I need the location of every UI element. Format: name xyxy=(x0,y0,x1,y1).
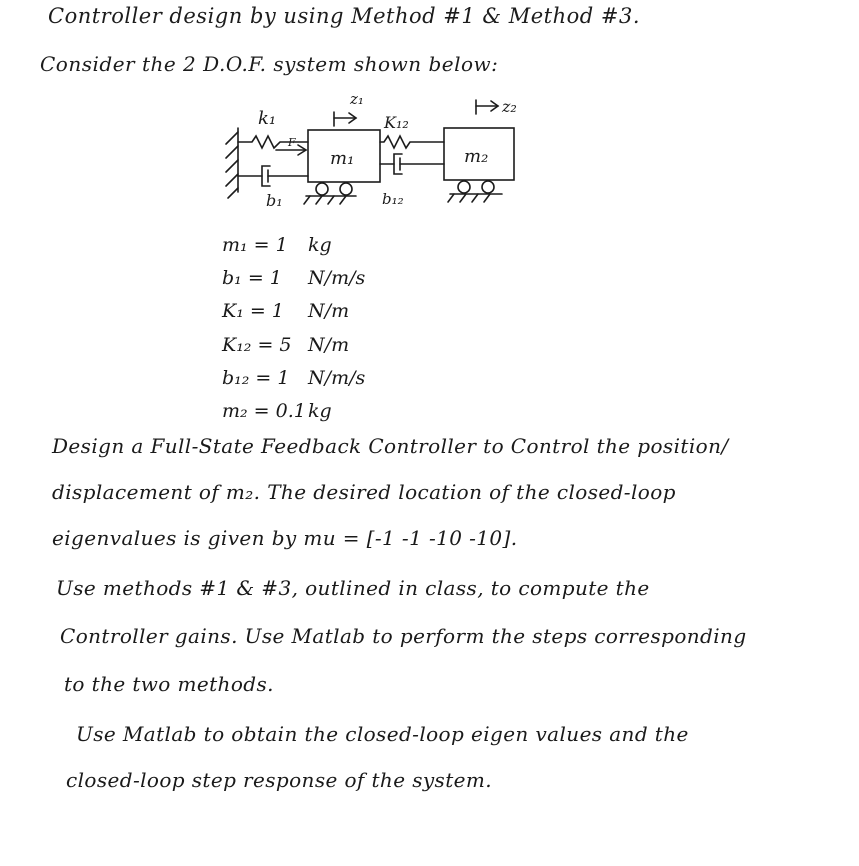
param-symbol: b₁ = 1 xyxy=(222,267,282,289)
param-unit: kg xyxy=(308,400,332,422)
param-b12 xyxy=(222,367,365,389)
b12-label: b₁₂ xyxy=(382,190,404,208)
param-unit: N/m xyxy=(308,300,350,322)
z1-label: z₁ xyxy=(350,90,364,108)
spring-k1 xyxy=(238,136,308,148)
param-k12 xyxy=(222,334,349,356)
m2-label: m₂ xyxy=(464,146,489,167)
b1-label: b₁ xyxy=(266,191,283,210)
spring-k12 xyxy=(380,136,444,148)
problem-intro: Consider the 2 D.O.F. system shown below: xyxy=(40,52,499,76)
param-b1 xyxy=(222,267,365,289)
param-symbol: m₂ = 0.1 xyxy=(222,400,306,422)
problem-line-4: Use methods #1 & #3, outlined in class, to compute the xyxy=(56,576,650,600)
k12-label: K₁₂ xyxy=(384,113,409,132)
damper-b12 xyxy=(380,154,444,174)
two-dof-system-diagram xyxy=(0,0,859,230)
damper-b1 xyxy=(238,166,308,186)
problem-line-3: eigenvalues is given by mu = [-1 -1 -10 -10]. xyxy=(52,526,518,550)
param-unit: kg xyxy=(308,234,332,256)
problem-line-5: Controller gains. Use Matlab to perform the steps corresponding xyxy=(60,624,747,648)
param-symbol: b₁₂ = 1 xyxy=(222,367,290,389)
param-k1 xyxy=(222,300,349,322)
param-symbol: K₁₂ = 5 xyxy=(222,334,292,356)
k1-label: k₁ xyxy=(258,108,277,129)
problem-line-8: closed-loop step response of the system. xyxy=(66,768,493,792)
param-symbol: m₁ = 1 xyxy=(222,234,288,256)
problem-line-7: Use Matlab to obtain the closed-loop eigen values and the xyxy=(76,722,689,746)
page-title: Controller design by using Method #1 & Method #3. xyxy=(48,4,641,28)
param-unit: N/m xyxy=(308,334,350,356)
param-symbol: K₁ = 1 xyxy=(222,300,284,322)
z2-label: z₂ xyxy=(502,97,517,116)
param-unit: N/m/s xyxy=(308,267,366,289)
problem-line-2: displacement of m₂. The desired location of the closed-loop xyxy=(52,480,676,504)
force-label: F xyxy=(288,136,296,149)
m1-label: m₁ xyxy=(330,148,355,169)
param-unit: N/m/s xyxy=(308,367,366,389)
param-m1 xyxy=(222,234,332,256)
problem-line-6: to the two methods. xyxy=(64,672,274,696)
problem-line-1: Design a Full-State Feedback Controller to Control the position/ xyxy=(52,434,729,458)
param-m2 xyxy=(222,400,332,422)
